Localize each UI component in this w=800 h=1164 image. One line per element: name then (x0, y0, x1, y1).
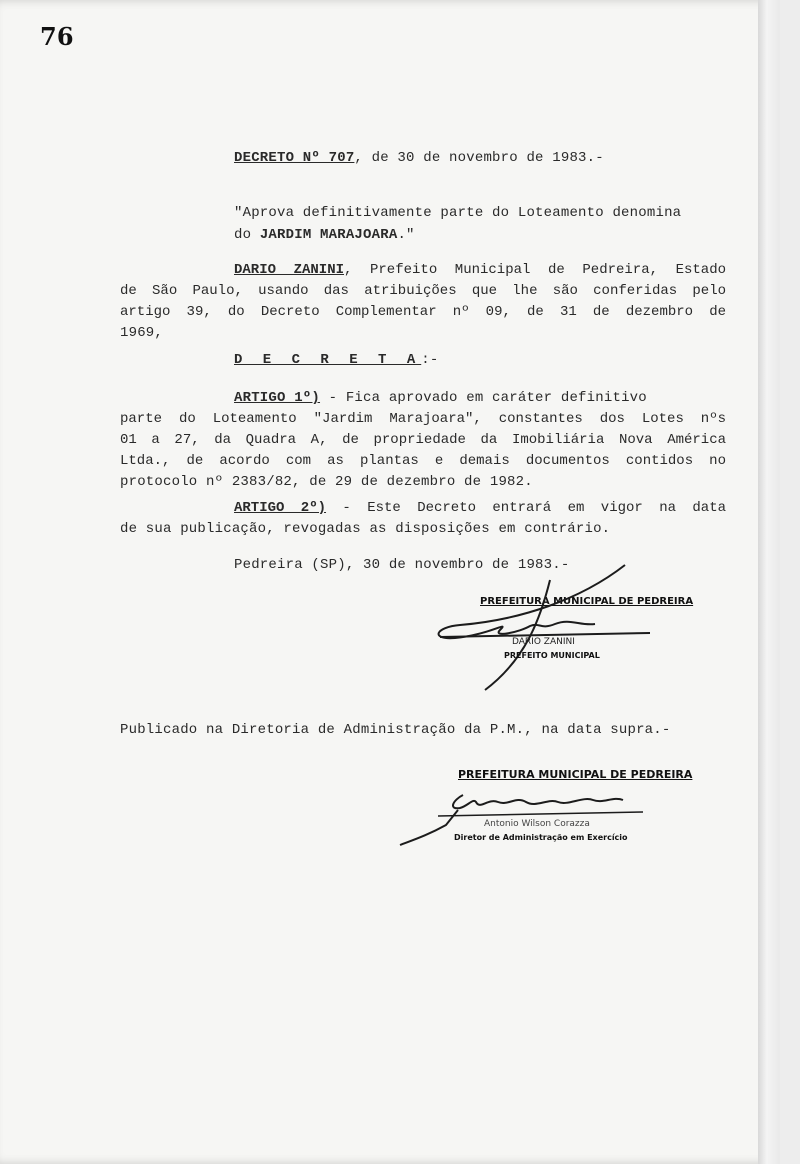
decreta-suffix: :- (421, 352, 439, 368)
director-role: Diretor de Administração em Exercício (454, 833, 628, 842)
page-number: 76 (40, 22, 74, 51)
mayor-stamp-header: PREFEITURA MUNICIPAL DE PEDREIRA (480, 596, 694, 607)
mayor-name-printed: DARIO ZANINI (512, 637, 575, 647)
mayor-name: DARIO ZANINI (234, 262, 345, 278)
summary-line-2 (234, 227, 415, 243)
article-2-label: ARTIGO 2º) (234, 500, 327, 516)
summary-suffix: ." (397, 227, 415, 243)
decreta-heading (234, 352, 438, 368)
article-1-line-5: protocolo nº 2383/82, de 29 de dezembro de 1982. (120, 474, 533, 490)
article-1-text: - Fica aprovado em caráter definitivo (320, 390, 647, 406)
mayor-signature (430, 560, 660, 695)
preamble-line-3: artigo 39, do Decreto Complementar nº 09, de 31 de dezembro de (120, 304, 726, 320)
subdivision-name: JARDIM MARAJOARA (259, 227, 398, 243)
article-1-line-1 (234, 390, 647, 406)
preamble-line-1 (234, 262, 726, 278)
article-2-text: - Este Decreto entrará em vigor na data (326, 500, 727, 516)
director-name: Antonio Wilson Corazza (484, 819, 590, 829)
decree-date: , de 30 de novembro de 1983.- (354, 150, 604, 166)
article-1-line-3: 01 a 27, da Quadra A, de propriedade da Imobiliária Nova América (120, 432, 726, 448)
decreta-word: D E C R E T A (234, 352, 422, 368)
place-date: Pedreira (SP), 30 de novembro de 1983.- (234, 557, 570, 573)
article-1-line-4: Ltda., de acordo com as plantas e demais documentos contidos no (120, 453, 726, 469)
mayor-role: PREFEITO MUNICIPAL (504, 651, 600, 660)
preamble-line-2: de São Paulo, usando das atribuições que lhe são conferidas pelo (120, 283, 726, 299)
director-stamp-header: PREFEITURA MUNICIPAL DE PEDREIRA (458, 768, 693, 781)
article-1-label: ARTIGO 1º) (234, 390, 321, 406)
article-2-line-1 (234, 500, 726, 516)
article-2-line-2: de sua publicação, revogadas as disposições em contrário. (120, 521, 611, 537)
page-edge-shadow (758, 0, 780, 1164)
article-1-line-2: parte do Loteamento "Jardim Marajoara", constantes dos Lotes nºs (120, 411, 726, 427)
summary-prefix: do (234, 227, 260, 243)
publication-note: Publicado na Diretoria de Administração da P.M., na data supra.- (120, 722, 671, 738)
preamble-rest: , Prefeito Municipal de Pedreira, Estado (344, 262, 726, 278)
decree-title (234, 150, 604, 166)
decree-number: DECRETO Nº 707 (234, 150, 355, 166)
preamble-line-4: 1969, (120, 325, 164, 341)
summary-line-1: "Aprova definitivamente parte do Loteamento denomina (234, 205, 682, 221)
